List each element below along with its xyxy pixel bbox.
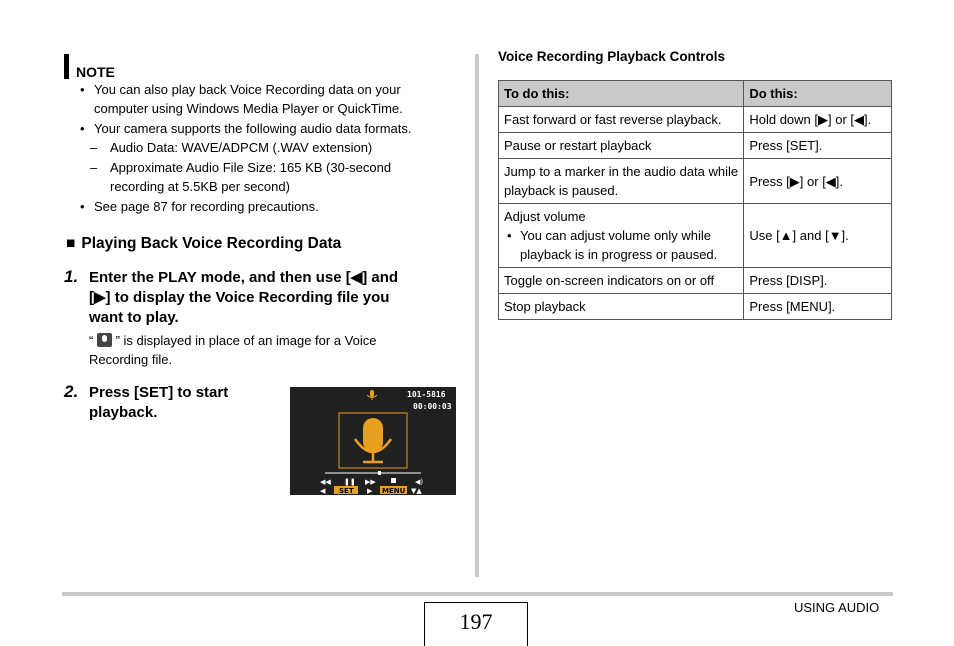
file-number-readout: 101-5816	[407, 390, 446, 399]
note-dash-2	[90, 158, 392, 196]
note-dash-1	[90, 138, 373, 157]
elapsed-time-readout: 00:00:03	[413, 402, 452, 411]
footer-rule	[62, 592, 893, 596]
row-action: Fast forward or fast reverse playback.	[499, 107, 744, 133]
table-row	[499, 204, 892, 268]
page-number: 197	[424, 602, 528, 646]
step-1-line-3: want to play.	[89, 309, 179, 326]
table-row	[499, 294, 892, 320]
row-operation: Hold down [▶] or [◀].	[744, 107, 892, 133]
step-1-description	[89, 331, 376, 369]
note-bullet-2-text: Your camera supports the following audio data formats.	[94, 121, 412, 136]
progress-marker	[378, 471, 381, 475]
step-1-instruction	[89, 268, 398, 328]
row-action	[499, 204, 744, 268]
row-operation: Press [MENU].	[744, 294, 892, 320]
table-row	[499, 133, 892, 159]
table-header-row	[499, 81, 892, 107]
header-to-do-this: To do this:	[499, 81, 744, 107]
bullet-dot: •	[80, 199, 85, 214]
header-do-this: Do this:	[744, 81, 892, 107]
step-2-line-1: Press [SET] to start	[89, 384, 229, 401]
column-divider	[475, 54, 479, 577]
voice-recording-icon	[97, 333, 112, 347]
step-1-desc-line-1: ” is displayed in place of an image for a Voice	[115, 333, 377, 348]
note-bullet-1-line-1: You can also play back Voice Recording data on your	[94, 82, 401, 97]
camera-playback-screen	[290, 387, 456, 495]
dash-mark: –	[90, 140, 98, 155]
playback-controls-table	[498, 80, 892, 320]
menu-key-label: MENU	[382, 487, 406, 495]
table-row	[499, 268, 892, 294]
note-dash-1-text: Audio Data: WAVE/ADPCM (.WAV extension)	[110, 140, 373, 155]
section-title	[66, 235, 341, 253]
camera-screen-graphic	[290, 387, 456, 495]
step-1-line-2: [▶] to display the Voice Recording file you	[89, 289, 390, 306]
row-action: Pause or restart playback	[499, 133, 744, 159]
set-key-label: SET	[339, 487, 354, 495]
bullet-dot: •	[80, 121, 85, 136]
row-operation: Use [▲] and [▼].	[744, 204, 892, 268]
adjust-volume-label: Adjust volume	[504, 209, 586, 224]
note-heading: NOTE	[76, 64, 115, 80]
note-bullet-3	[80, 197, 319, 216]
note-marker-bar	[64, 54, 69, 79]
footer-section-name: USING AUDIO	[794, 600, 880, 615]
dash-mark: –	[90, 160, 98, 175]
volume-icon: ◀)	[415, 478, 424, 486]
step-1-number: 1.	[64, 267, 79, 286]
note-bullet-1-line-2: computer using Windows Media Player or QuickTime.	[94, 101, 403, 116]
note-dash-2-line-2: recording at 5.5KB per second)	[110, 179, 290, 194]
adjust-volume-note-line-2: playback is in progress or paused.	[520, 247, 718, 262]
step-2-number: 2.	[64, 382, 79, 401]
step-1-line-1: Enter the PLAY mode, and then use [◀] and	[89, 269, 399, 286]
adjust-volume-note-line-1: You can adjust volume only while	[520, 228, 712, 243]
pause-icon: ❚❚	[344, 478, 356, 486]
rewind-icon: ◀◀	[320, 478, 331, 486]
step-2-instruction	[89, 383, 228, 423]
row-operation: Press [▶] or [◀].	[744, 159, 892, 204]
bullet-dot: •	[80, 82, 85, 97]
section-square-icon: ■	[66, 235, 76, 252]
right-arrow-key-icon: ▶	[367, 487, 373, 495]
section-title-text: Playing Back Voice Recording Data	[81, 235, 342, 252]
step-1-desc-line-2: Recording file.	[89, 352, 173, 367]
table-row	[499, 107, 892, 133]
step-2-line-2: playback.	[89, 404, 158, 421]
fast-forward-icon: ▶▶	[365, 478, 376, 486]
note-bullet-1	[80, 80, 403, 118]
stop-icon	[391, 478, 396, 483]
bullet-dot: •	[507, 228, 512, 243]
row-action: Jump to a marker in the audio data while playback is paused.	[499, 159, 744, 204]
row-operation: Press [DISP].	[744, 268, 892, 294]
note-bullet-3-text: See page 87 for recording precautions.	[94, 199, 319, 214]
adjust-volume-note	[504, 226, 738, 264]
table-title: Voice Recording Playback Controls	[498, 49, 726, 64]
up-down-key-icon: ▼▲	[411, 487, 422, 495]
note-dash-2-line-1: Approximate Audio File Size: 165 KB (30-second	[110, 160, 392, 175]
note-bullet-2	[80, 119, 412, 138]
left-arrow-key-icon: ◀	[320, 487, 326, 495]
table-row	[499, 159, 892, 204]
row-action: Stop playback	[499, 294, 744, 320]
row-operation: Press [SET].	[744, 133, 892, 159]
open-quote: “	[89, 333, 94, 348]
row-action: Toggle on-screen indicators on or off	[499, 268, 744, 294]
